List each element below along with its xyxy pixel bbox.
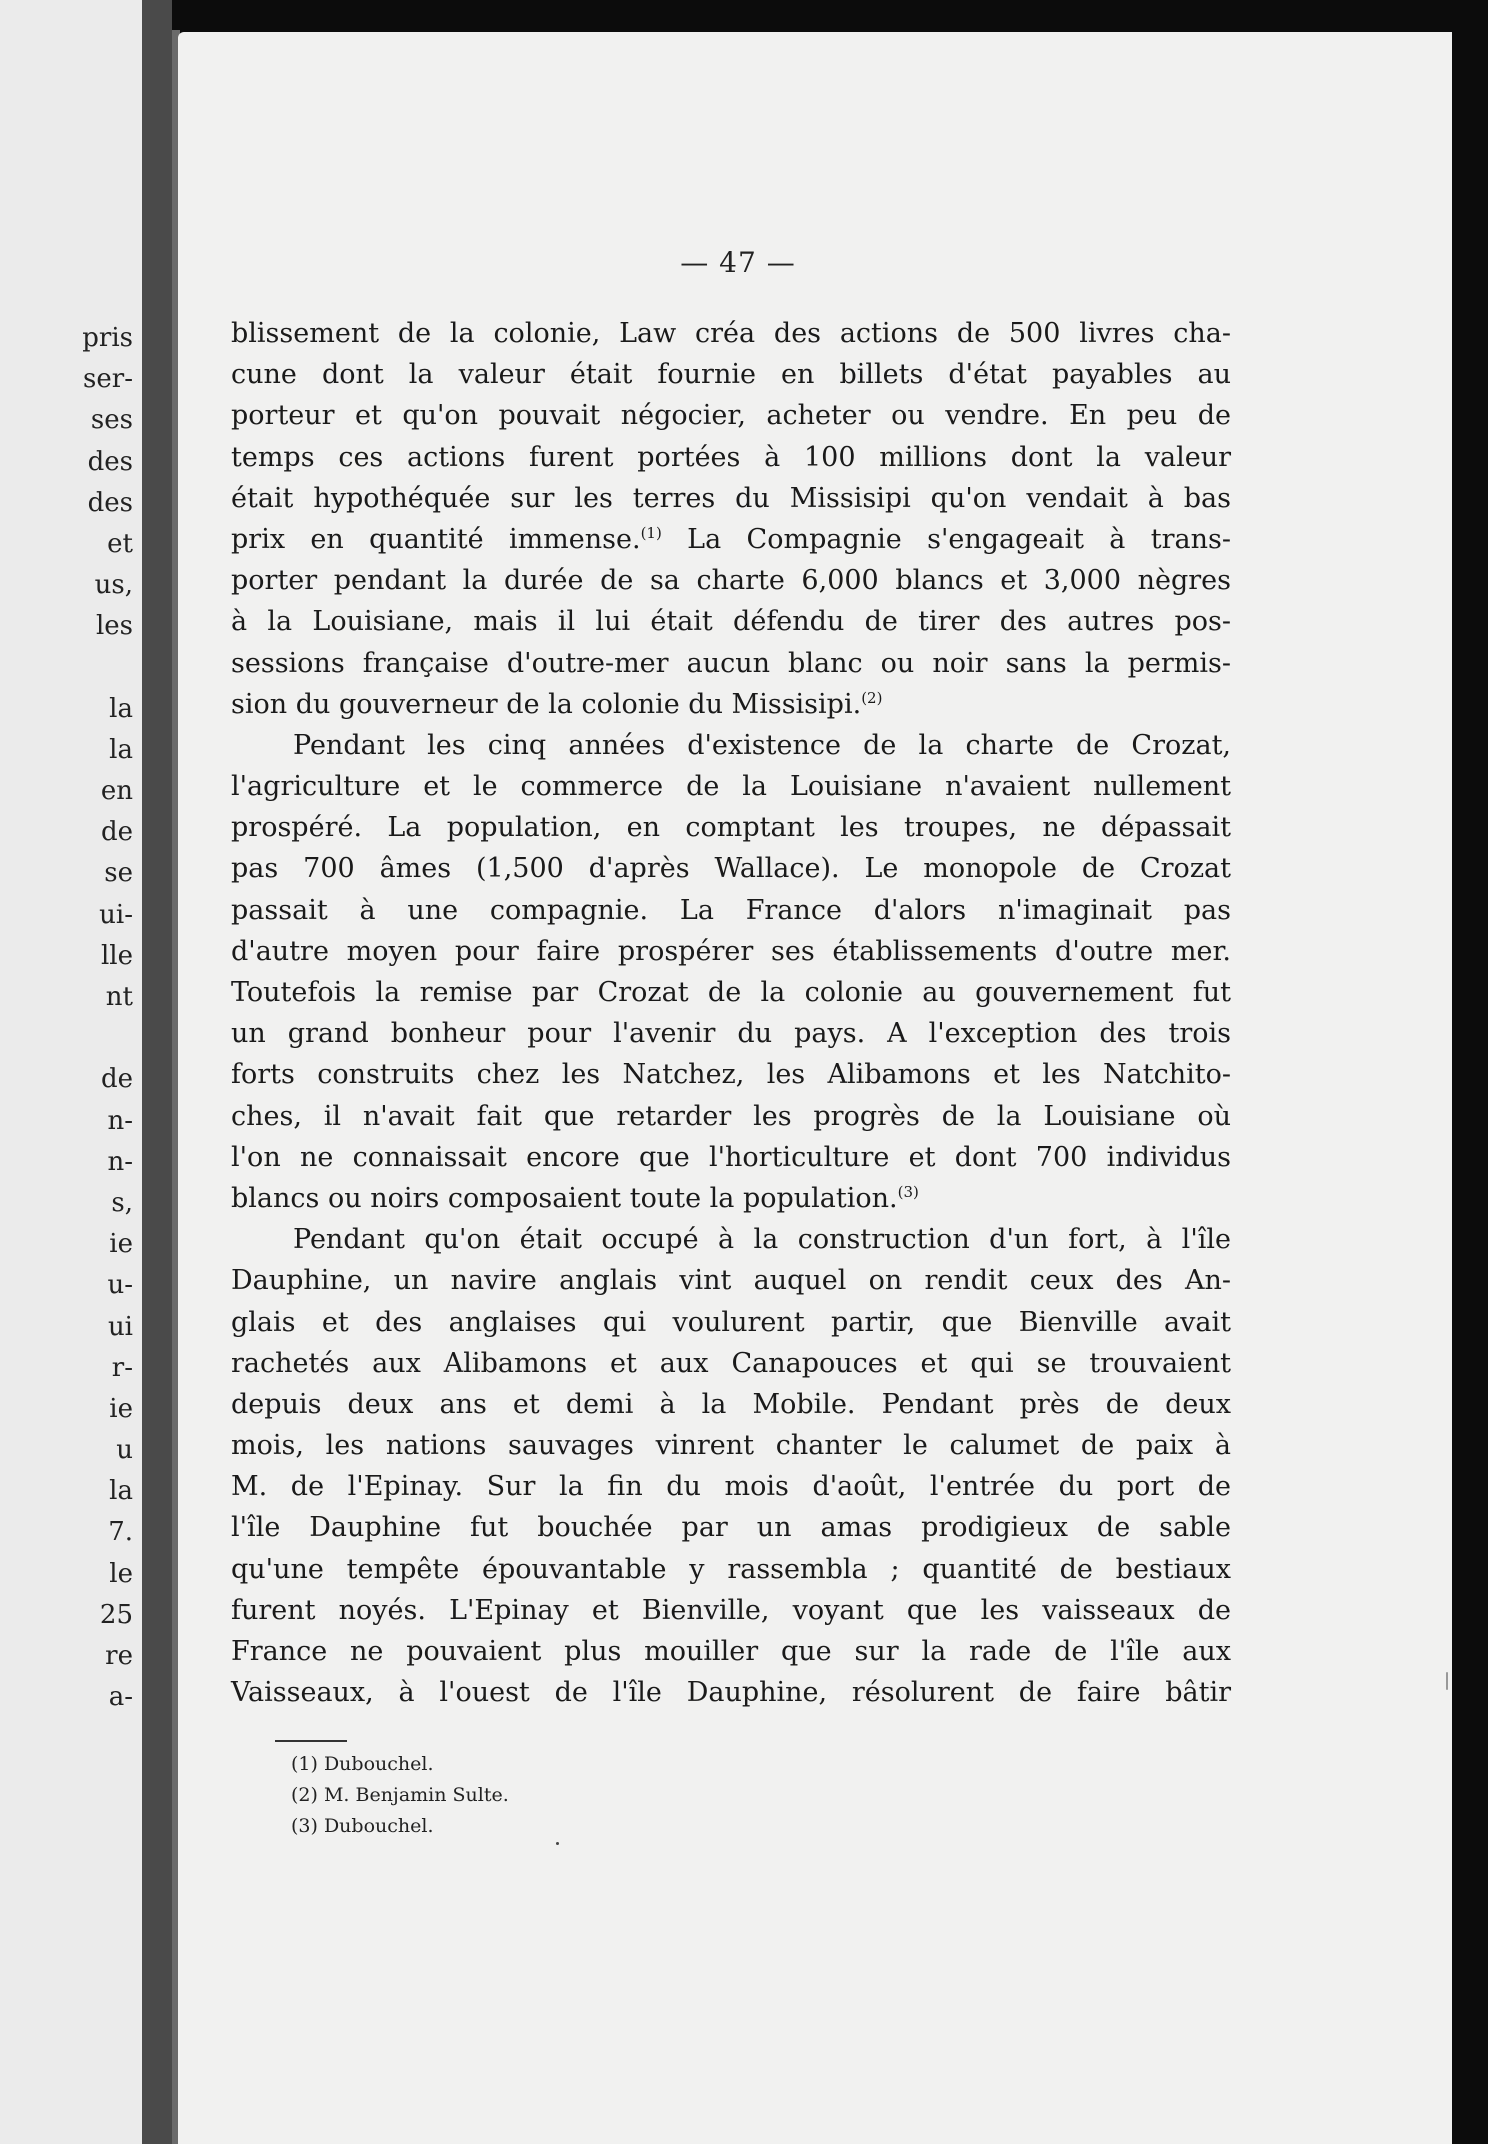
text-line: l'on ne connaissait encore que l'horticulture et dont 700 individus (231, 1141, 1231, 1173)
left-fragment: n- (107, 1105, 133, 1136)
left-fragment: des (87, 446, 133, 477)
paragraph-1 (231, 313, 1231, 725)
left-fragment: ui- (99, 899, 133, 930)
left-fragment: des (87, 487, 133, 518)
text-line: d'autre moyen pour faire prospérer ses établissements d'outre mer. (231, 935, 1231, 967)
text-line: Toutefois la remise par Crozat de la colonie au gouvernement fut (231, 977, 1231, 1008)
page-number: — 47 — (680, 246, 796, 279)
footnote-ref-3: (3) (897, 1182, 919, 1201)
left-fragment: re (105, 1641, 133, 1671)
page-edge-mark (1446, 1672, 1448, 1690)
left-fragment: la (109, 734, 133, 765)
text-line (231, 519, 1231, 560)
text-line: ches, il n'avait fait que retarder les progrès de la Louisiane où (231, 1100, 1231, 1132)
text-line: pas 700 âmes (1,500 d'après Wallace). Le monopole de Crozat (231, 853, 1231, 885)
text-line: blissement de la colonie, Law créa des actions de 500 livres cha- (231, 318, 1231, 349)
left-fragment: le (109, 1558, 133, 1589)
left-fragment: la (109, 1476, 133, 1507)
text-line: l'agriculture et le commerce de la Louisiane n'avaient nullement (231, 771, 1231, 803)
left-fragment: us, (94, 570, 133, 601)
text-line: à la Louisiane, mais il lui était défendu de tirer des autres pos- (231, 606, 1231, 638)
left-fragment: 7. (108, 1517, 133, 1548)
footnote-ref-2: (2) (861, 688, 883, 707)
text-line: depuis deux ans et demi à la Mobile. Pendant près de deux (231, 1388, 1231, 1420)
left-fragment: s, (111, 1187, 133, 1218)
left-fragment: 25 (99, 1599, 133, 1630)
text-line: Vaisseaux, à l'ouest de l'île Dauphine, résolurent de faire bâtir (231, 1677, 1231, 1709)
left-page-edge (0, 0, 142, 2144)
left-fragment: et (107, 528, 133, 559)
text-segment: La Compagnie s'engageait à trans- (661, 523, 1231, 555)
text-line: porteur et qu'on pouvait négocier, acheter ou vendre. En peu de (231, 400, 1231, 432)
footnotes (291, 1749, 509, 1842)
left-fragment: de (100, 1064, 133, 1095)
text-line: forts construits chez les Natchez, les Alibamons et les Natchito- (231, 1059, 1231, 1091)
left-fragment: u (116, 1435, 133, 1466)
left-fragment: de (100, 817, 133, 848)
text-segment: prix en quantité immense. (231, 523, 641, 555)
text-segment: blancs ou noirs composaient toute la population. (231, 1182, 898, 1214)
left-fragment: u- (107, 1270, 133, 1301)
text-line: l'île Dauphine fut bouchée par un amas prodigieux de sable (231, 1512, 1231, 1544)
text-line: était hypothéquée sur les terres du Missisipi qu'on vendait à bas (231, 482, 1231, 514)
left-page-line-fragments (0, 318, 133, 1718)
text-line: Dauphine, un navire anglais vint auquel on rendit ceux des An- (231, 1265, 1231, 1297)
left-fragment: ie (109, 1393, 133, 1424)
text-line: qu'une tempête épouvantable y rassembla ; quantité de bestiaux (231, 1553, 1231, 1585)
left-fragment (0, 1018, 133, 1059)
text-line: mois, les nations sauvages vinrent chanter le calumet de paix à (231, 1430, 1231, 1462)
footnote-1: (1) Dubouchel. (291, 1753, 434, 1775)
text-line: prospéré. La population, en comptant les troupes, ne dépassait (231, 812, 1231, 844)
text-line: un grand bonheur pour l'avenir du pays. A l'exception des trois (231, 1018, 1231, 1050)
footnote-ref-1: (1) (640, 523, 662, 542)
left-fragment: nt (105, 982, 133, 1012)
text-line: glais et des anglaises qui voulurent partir, que Bienville avait (231, 1306, 1231, 1338)
book-spine (142, 0, 172, 2144)
text-line: furent noyés. L'Epinay et Bienville, voyant que les vaisseaux de (231, 1594, 1231, 1626)
left-fragment: ie (109, 1229, 133, 1260)
footnote-2: (2) M. Benjamin Sulte. (291, 1784, 509, 1806)
text-line: sessions française d'outre-mer aucun blanc ou noir sans la permis- (231, 647, 1231, 679)
text-line: France ne pouvaient plus mouiller que sur la rade de l'île aux (231, 1636, 1231, 1667)
text-line: M. de l'Epinay. Sur la fin du mois d'août, l'entrée du port de (231, 1471, 1231, 1503)
left-fragment: n- (107, 1146, 133, 1177)
left-fragment: r- (111, 1352, 133, 1383)
text-line: Pendant qu'on était occupé à la construction d'un fort, à l'île (293, 1224, 1231, 1256)
left-fragment: les (95, 611, 133, 642)
body-text (231, 313, 1231, 1713)
left-fragment: lle (100, 940, 133, 971)
left-fragment: se (104, 858, 133, 889)
left-fragment: en (100, 776, 133, 807)
footnote-divider (275, 1740, 347, 1742)
text-line: Pendant les cinq années d'existence de la charte de Crozat, (293, 729, 1231, 761)
text-line: rachetés aux Alibamons et aux Canapouces et qui se trouvaient (231, 1347, 1231, 1379)
left-fragment: ui (107, 1311, 133, 1342)
text-line: passait à une compagnie. La France d'alors n'imaginait pas (231, 894, 1231, 926)
text-segment: sion du gouverneur de la colonie du Missisipi. (231, 688, 862, 720)
footnote-3: (3) Dubouchel. (291, 1815, 434, 1837)
paragraph-3 (231, 1219, 1231, 1713)
print-speck (556, 1842, 559, 1845)
text-line (231, 1178, 1231, 1219)
left-fragment: pris (82, 323, 133, 353)
paragraph-2 (231, 725, 1231, 1219)
left-fragment: la (109, 693, 133, 724)
right-page (178, 32, 1452, 2144)
left-fragment: a- (108, 1682, 133, 1713)
text-line: cune dont la valeur était fournie en billets d'état payables au (231, 359, 1231, 391)
text-line: temps ces actions furent portées à 100 millions dont la valeur (231, 441, 1231, 473)
left-fragment: ser- (83, 364, 133, 395)
text-line: porter pendant la durée de sa charte 6,000 blancs et 3,000 nègres (231, 565, 1231, 597)
left-fragment (0, 648, 133, 689)
left-fragment: ses (90, 405, 133, 436)
text-line (231, 684, 1231, 725)
